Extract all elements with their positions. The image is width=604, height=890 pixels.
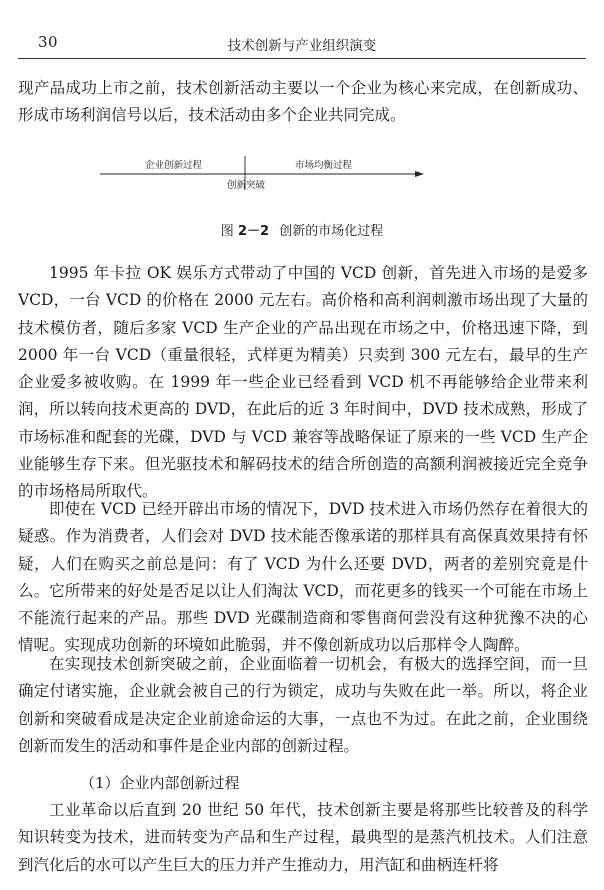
paragraph-dvd-doubts: 即使在 VCD 已经开辟出市场的情况下，DVD 技术进入市场仍然存在着很大的疑惑。作为消费者，人们会对 DVD 技术能否像承诺的那样具有高保真效果持有怀疑，人们在购买之前总是问：有了 VCD 为什么还要 DVD，两者的差别究竟是什么。它所带来的好处是否足以让人们淘汰 VCD，而花更多的钱买一个可能在市场上不能流行起来的产品。那些 DVD 光碟制造商和零售商何尝没有这种犹豫不决的心情呢。实现成功创新的环境如此脆弱，并不像创新成功以后那样令人陶醉。 — [18, 500, 588, 655]
diagram-svg — [90, 152, 430, 196]
page-number: 30 — [38, 33, 59, 51]
paragraph-innovation-breakthrough: 在实现技术创新突破之前，企业面临着一切机会，有极大的选择空间，而一旦确定付诸实施，企业就会被自己的行为锁定，成功与失败在此一举。所以，将企业创新和突破看成是决定企业前途命运的大事，一点也不为过。在此之前，企业围绕创新而发生的活动和事件是企业内部的创新过程。 — [18, 655, 588, 755]
paragraph-vcd-history: 1995 年卡拉 OK 娱乐方式带动了中国的 VCD 创新，首先进入市场的是爱多 VCD，一台 VCD 的价格在 2000 元左右。高价格和高利润刺激市场出现了大量的技术模仿者，随后多家 VCD 生产企业的产品出现在市场之中，价格迅速下降，到 2000 年一台 VCD（重量很轻，式样更为精美）只卖到 300 元左右，最早的生产企业爱多被收购。在 1999 年一些企业已经看到 VCD 机不再能够给企业带来利润，所以转向技术更高的 DVD，在此后的近 3 年时间中，DVD 技术成熟，形成了市场标准和配套的光碟，DVD 与 VCD 兼容等战略保证了原来的一些 VCD 生产企业能够生存下来。但光驱技术和解码技术的结合所创造的高额利润被接近完全竞争的市场格局所取代。 — [18, 264, 588, 501]
page-header — [18, 33, 586, 57]
intro-paragraph: 现产品成功上市之前，技术创新活动主要以一个企业为核心来完成，在创新成功、形成市场利润信号以后，技术活动由多个企业共同完成。 — [18, 79, 588, 125]
caption-text: 创新的市场化过程 — [279, 224, 384, 239]
caption-prefix: 图 — [220, 224, 234, 239]
label-enterprise-innovation: 企业创新过程 — [145, 160, 203, 171]
header-rule — [18, 58, 586, 59]
label-breakthrough: 创新突破 — [227, 180, 266, 191]
running-title: 技术创新与产业组织演变 — [227, 38, 377, 54]
paragraph-industrial-revolution: 工业革命以后直到 20 世纪 50 年代，技术创新主要是将那些比较普及的科学知识转变为技术，进而转变为产品和生产过程，最典型的是蒸汽机技术。人们注意到汽化后的水可以产生巨大的压力并产生推动力，用汽缸和曲柄连杆将 — [18, 801, 588, 874]
sub-heading: （1）企业内部创新过程 — [80, 774, 240, 792]
timeline-arrowhead — [415, 171, 424, 177]
caption-number: 2－2 — [237, 224, 270, 239]
market-process-diagram — [90, 152, 430, 196]
label-market-equilibrium: 市场均衡过程 — [295, 160, 353, 171]
figure-caption — [0, 220, 604, 239]
